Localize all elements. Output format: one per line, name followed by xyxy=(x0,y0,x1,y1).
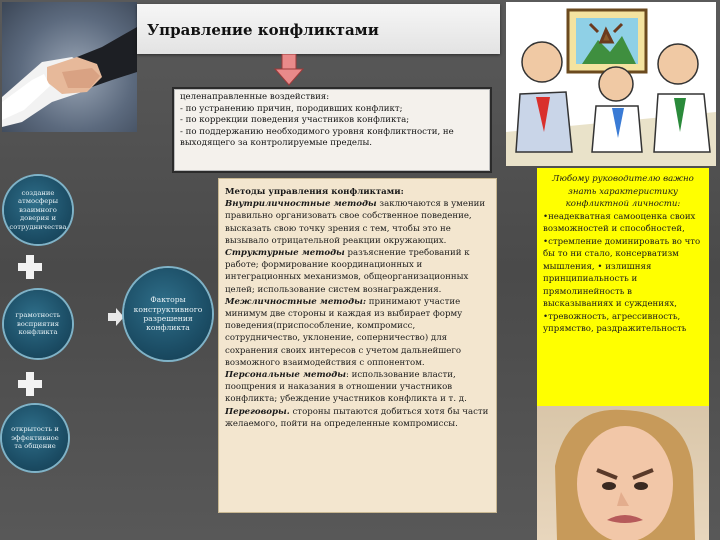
negotiations-heading: Переговоры. xyxy=(225,406,290,417)
structural-methods-heading: Структурные методы xyxy=(225,248,345,259)
factor-circle-perception xyxy=(4,290,72,358)
conflict-cartoon-image xyxy=(506,2,716,166)
definition-box xyxy=(172,87,492,173)
definition-line: - по поддержанию необходимого уровня конфликтности, не xyxy=(180,126,454,137)
interpersonal-methods-text: принимают участие минимум две стороны и каждая из выбирает форму поведения(приспособление, компромисс, сотрудничество, уклонение, соперничество) для сохранения своих интересов с учетом дальнейшего возможного взаимодействия с оппонентом. xyxy=(225,296,463,368)
page-title: Управление конфликтами xyxy=(147,21,379,39)
intra-methods-heading: Внутриличностные методы xyxy=(225,199,377,210)
definition-line: - по устранению причин, породивших конфликт; xyxy=(180,103,403,114)
factor-circle-trust-label: создание атмосферы взаимного доверия и сотрудничества xyxy=(9,188,67,231)
personal-methods-heading: Персональные методы xyxy=(225,370,347,381)
definition-line: выходящего за контролируемые пределы. xyxy=(180,138,373,149)
note-lead: Любому руководителю важно знать характеристику конфликтной личности: xyxy=(552,174,694,209)
plus-icon xyxy=(18,372,42,396)
plus-icon xyxy=(18,255,42,279)
definition-line: целенаправленные воздействия: xyxy=(180,92,330,102)
right-arrow-icon xyxy=(108,308,124,326)
angry-girl-image xyxy=(537,406,709,540)
handshake-image xyxy=(2,2,137,132)
structural-methods-text: разъяснение требований к работе; формирование координационных и интеграционных механизмов, общеорганизационных целей; использование систем вознаграждения. xyxy=(225,248,470,295)
factor-circle-perception-label: грамотность восприятия конфликта xyxy=(15,311,61,337)
negotiations-text: стороны пытаются добиться хотя бы части желаемого, пойти на определенные компромиссы. xyxy=(225,406,489,429)
methods-box xyxy=(218,178,497,513)
factor-circle-communication-label: открытость и эффективное та общение xyxy=(11,425,59,451)
note-text: •неадекватная самооценка своих возможностей и способностей, •стремление доминировать во что бы то ни стало, консерватизм мышления, • излишняя принципиальность и прямолинейность в высказываниях и суждениях, •тревожность, агрессивность, упрямство, раздражительность xyxy=(543,211,701,334)
personal-methods-text: : использование власти, поощрения и наказания в отношении участников конфликта; убеждение участников конфликта и т. д. xyxy=(225,370,467,405)
factor-circle-trust xyxy=(4,176,72,244)
factor-circle-main-label: Факторы конструктивного разрешения конфликта xyxy=(133,295,203,333)
factor-circle-main xyxy=(124,268,212,360)
down-arrow-icon xyxy=(274,54,304,86)
interpersonal-methods-heading: Межличностные методы: xyxy=(225,296,367,307)
factor-circle-communication xyxy=(2,405,68,471)
conflict-personality-note xyxy=(537,168,709,406)
definition-line: - по коррекции поведения участников конфликта; xyxy=(180,115,410,126)
title-bar xyxy=(137,4,500,54)
methods-title: Методы управления конфликтами: xyxy=(225,187,404,197)
intra-methods-text: заключаются в умении правильно организовать свое собственное поведение, высказать свою точку зрения с тем, чтобы это не вызывало отрицательной реакции окружающих. xyxy=(225,199,486,246)
